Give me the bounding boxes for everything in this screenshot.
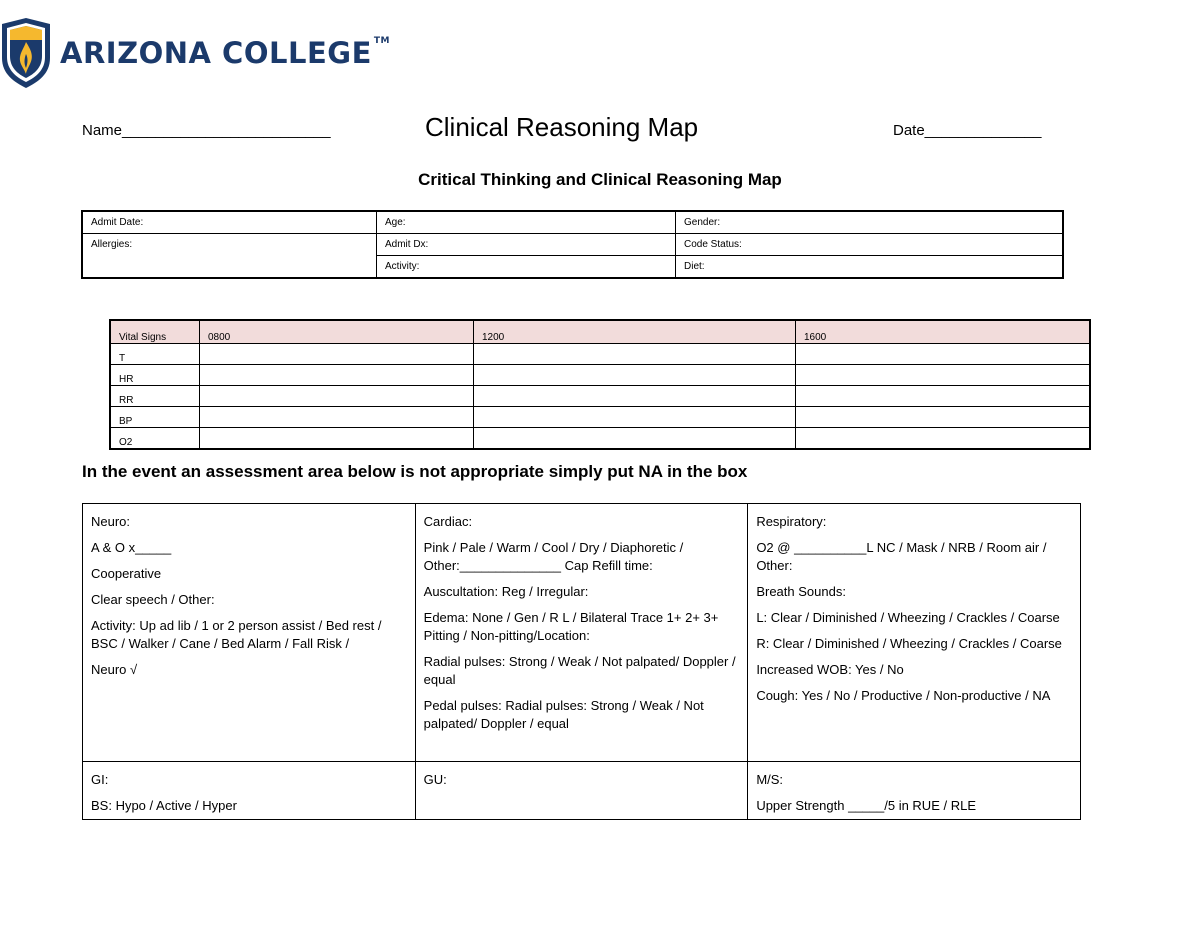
gi-item: BS: Hypo / Active / Hyper <box>91 798 237 813</box>
vitals-time-0800: 0800 <box>200 320 474 344</box>
vitals-entry-cell[interactable] <box>200 407 474 428</box>
gu-cell[interactable] <box>415 762 748 820</box>
date-field-label: Date______________ <box>893 122 1042 139</box>
ms-item: Upper Strength _____/5 in RUE / RLE <box>756 798 976 813</box>
respiratory-item: O2 @ __________L NC / Mask / NRB / Room air / Other: <box>756 540 1047 573</box>
vitals-entry-cell[interactable] <box>200 365 474 386</box>
assessment-table <box>82 503 1081 820</box>
neuro-cell[interactable] <box>83 504 416 762</box>
ms-heading: M/S: <box>756 772 784 787</box>
page-title: Clinical Reasoning Map <box>425 112 699 142</box>
vitals-row-label: BP <box>110 407 200 428</box>
name-field-label: Name_________________________ <box>82 122 331 139</box>
patient-info-table <box>81 210 1064 279</box>
cardiac-item: Edema: None / Gen / R L / Bilateral Trace 1+ 2+ 3+ Pitting / Non-pitting/Location: <box>423 610 719 643</box>
vitals-row-label: T <box>110 344 200 365</box>
neuro-item: A & O x_____ <box>91 540 172 555</box>
vitals-header-row <box>110 320 1090 344</box>
vitals-entry-cell[interactable] <box>796 365 1091 386</box>
vitals-entry-cell[interactable] <box>474 407 796 428</box>
vitals-row <box>110 365 1090 386</box>
vitals-row <box>110 428 1090 450</box>
cardiac-item: Auscultation: Reg / Irregular: <box>423 584 589 599</box>
vitals-row-label: HR <box>110 365 200 386</box>
admit-date-cell: Admit Date: <box>82 211 377 234</box>
neuro-item: Clear speech / Other: <box>91 592 215 607</box>
vitals-row-label: RR <box>110 386 200 407</box>
respiratory-item: R: Clear / Diminished / Wheezing / Crackles / Coarse <box>756 636 1062 651</box>
vitals-entry-cell[interactable] <box>474 365 796 386</box>
vitals-row <box>110 344 1090 365</box>
vitals-entry-cell[interactable] <box>796 344 1091 365</box>
code-status-cell: Code Status: <box>676 234 1064 256</box>
admit-dx-cell: Admit Dx: <box>377 234 676 256</box>
respiratory-cell[interactable] <box>748 504 1081 762</box>
cardiac-cell[interactable] <box>415 504 748 762</box>
instruction-text: In the event an assessment area below is not appropriate simply put NA in the box <box>82 462 748 481</box>
vitals-entry-cell[interactable] <box>474 386 796 407</box>
vitals-entry-cell[interactable] <box>200 344 474 365</box>
gi-cell[interactable] <box>83 762 416 820</box>
neuro-item: Cooperative <box>91 566 162 581</box>
vitals-time-1200: 1200 <box>474 320 796 344</box>
vitals-time-1600: 1600 <box>796 320 1091 344</box>
vitals-row <box>110 407 1090 428</box>
vitals-row <box>110 386 1090 407</box>
respiratory-item: Breath Sounds: <box>756 584 846 599</box>
respiratory-item: Increased WOB: Yes / No <box>756 662 904 677</box>
age-cell: Age: <box>377 211 676 234</box>
gender-cell: Gender: <box>676 211 1064 234</box>
neuro-heading: Neuro: <box>91 514 131 529</box>
vitals-entry-cell[interactable] <box>796 386 1091 407</box>
brand-name: ARIZONA COLLEGE ™ <box>60 36 390 70</box>
neuro-item: Neuro √ <box>91 662 138 677</box>
vitals-row-label: O2 <box>110 428 200 450</box>
cardiac-item: Radial pulses: Strong / Weak / Not palpated/ Doppler / equal <box>423 654 736 687</box>
gu-heading: GU: <box>423 772 447 787</box>
vitals-entry-cell[interactable] <box>200 428 474 450</box>
cardiac-heading: Cardiac: <box>423 514 473 529</box>
page-subtitle: Critical Thinking and Clinical Reasoning Map <box>418 170 782 189</box>
vitals-entry-cell[interactable] <box>474 344 796 365</box>
vitals-entry-cell[interactable] <box>474 428 796 450</box>
diet-cell: Diet: <box>676 256 1064 279</box>
gi-heading: GI: <box>91 772 109 787</box>
vitals-header-label: Vital Signs <box>110 320 200 344</box>
cardiac-item: Pedal pulses: Radial pulses: Strong / Weak / Not palpated/ Doppler / equal <box>423 698 704 731</box>
allergies-cell: Allergies: <box>82 234 377 279</box>
vitals-entry-cell[interactable] <box>796 407 1091 428</box>
cardiac-item: Pink / Pale / Warm / Cool / Dry / Diaphoretic / Other:______________ Cap Refill time: <box>423 540 684 573</box>
respiratory-item: L: Clear / Diminished / Wheezing / Crackles / Coarse <box>756 610 1060 625</box>
vital-signs-table <box>109 319 1091 450</box>
college-logo <box>0 18 390 88</box>
ms-cell[interactable] <box>748 762 1081 820</box>
vitals-entry-cell[interactable] <box>200 386 474 407</box>
respiratory-item: Cough: Yes / No / Productive / Non-productive / NA <box>756 688 1051 703</box>
vitals-entry-cell[interactable] <box>796 428 1091 450</box>
respiratory-heading: Respiratory: <box>756 514 827 529</box>
activity-cell: Activity: <box>377 256 676 279</box>
shield-icon <box>0 18 52 88</box>
neuro-item: Activity: Up ad lib / 1 or 2 person assist / Bed rest / BSC / Walker / Cane / Bed Alarm / Fall Risk / <box>91 618 382 651</box>
